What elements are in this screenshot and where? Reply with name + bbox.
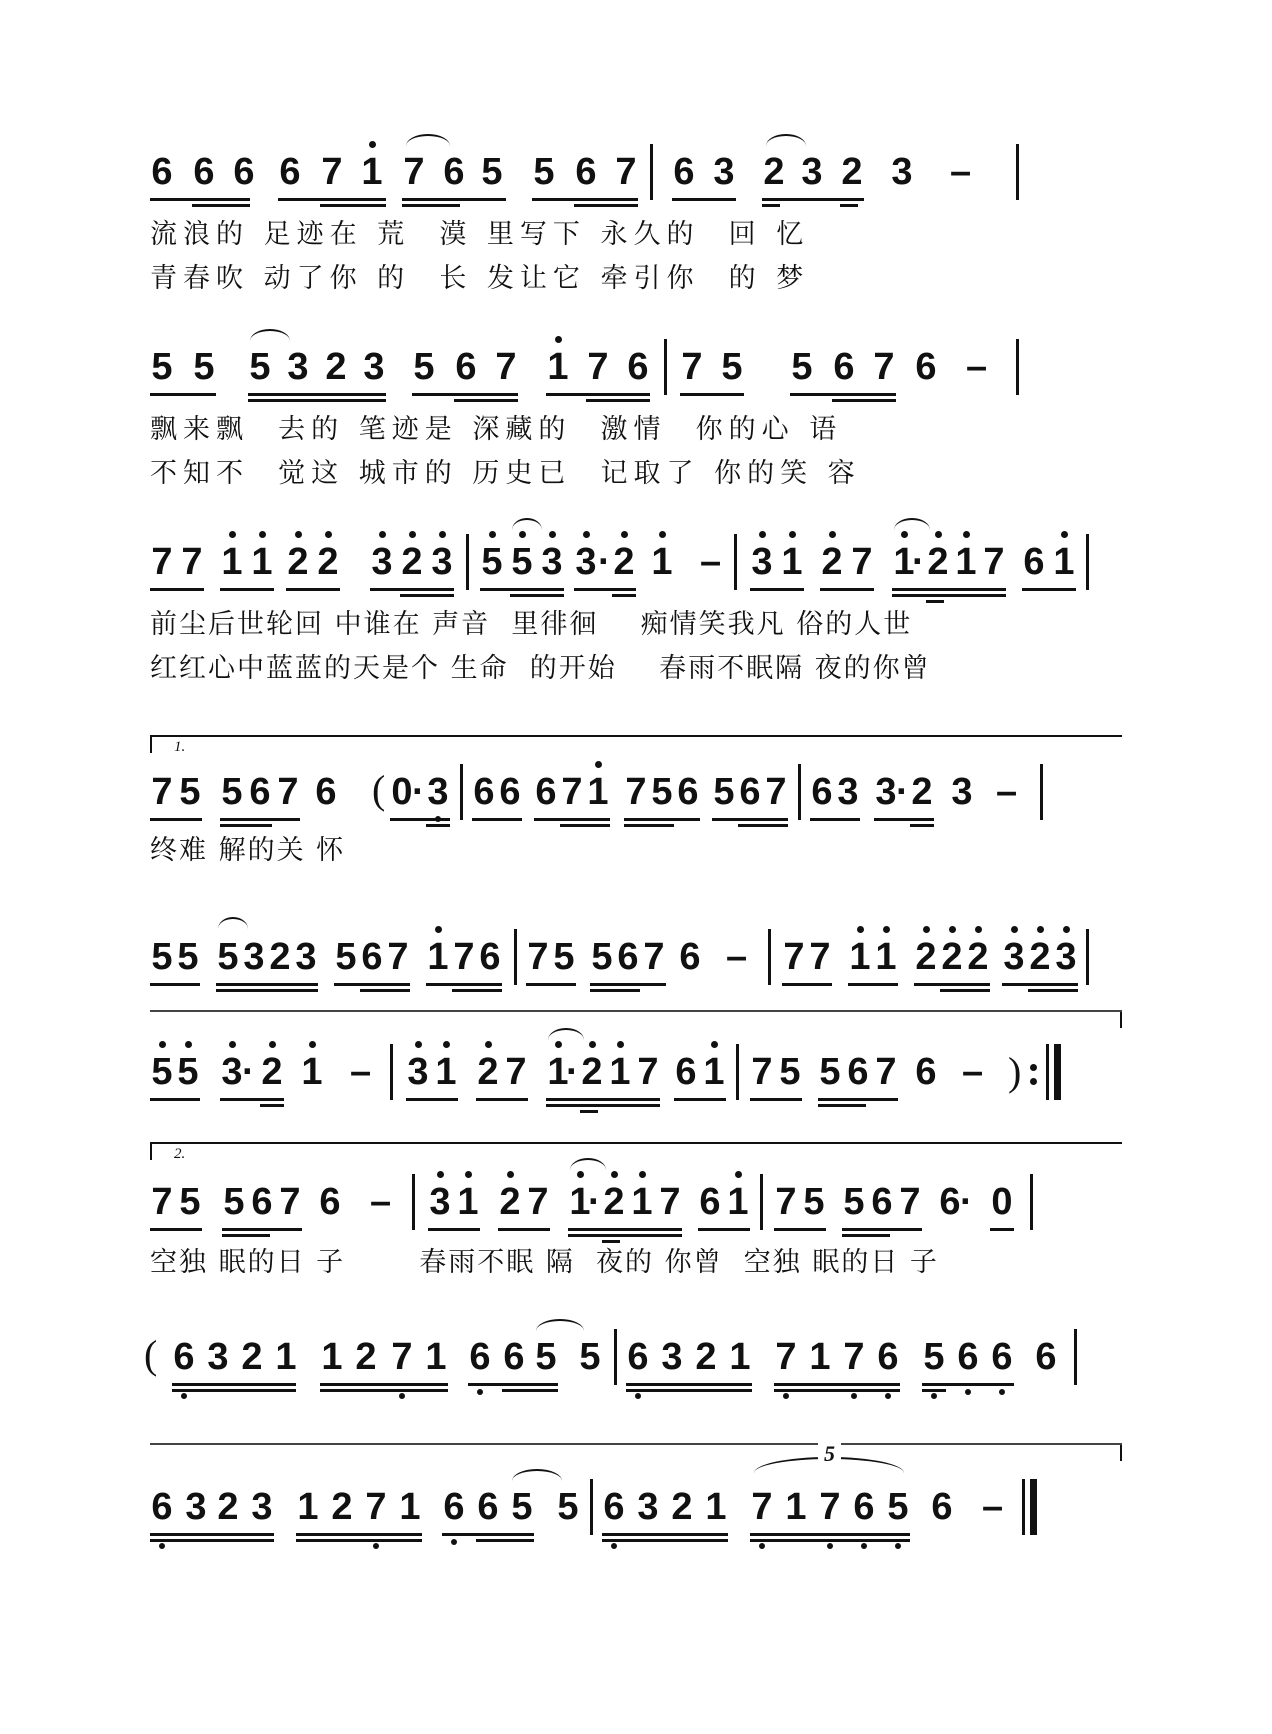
note: 2 [911,771,933,813]
note: 3 [574,540,598,584]
barline [460,764,463,820]
note: 7 [643,936,665,978]
note: 6 [479,936,501,978]
note: 5 [886,1485,910,1529]
note: 1 [546,345,570,389]
note: 7 [587,346,609,388]
note: 6 [251,1181,273,1223]
note: 7 [842,1335,866,1379]
note: 5 [579,1336,601,1378]
dash: – [700,541,722,583]
volta-label: 2. [174,1146,186,1162]
barline [1016,339,1019,395]
barline [798,764,801,820]
note: 6 [852,1485,876,1529]
note: 6 [939,1181,961,1223]
note: 3 [185,1486,207,1528]
note: 6 [279,151,301,193]
note: 3 [426,770,450,814]
note: 6 [915,1051,937,1093]
note: 3 [661,1336,683,1378]
note: 3 [220,1050,244,1094]
note: 7 [750,1485,774,1529]
note: 1 [399,1486,421,1528]
note: 2 [580,1050,604,1094]
note: 5 [151,936,173,978]
note: 2 [476,1050,500,1094]
note: 3 [251,1486,273,1528]
note: 3 [637,1486,659,1528]
note: 6 [602,1485,626,1529]
note: 1 [726,1180,750,1224]
note: 1 [425,1336,447,1378]
note: 5 [481,151,503,193]
note: 7 [279,1181,301,1223]
note: 3 [837,771,859,813]
note: 5 [151,346,173,388]
barline [1074,1329,1077,1385]
note: 1 [321,1336,343,1378]
note: 6 [315,771,337,813]
dash: – [370,1181,392,1223]
note: 6 [699,1181,721,1223]
barline [1086,534,1089,590]
note: 7 [625,771,647,813]
note: 6 [575,151,597,193]
system-5 [150,935,1120,1005]
note: 3 [750,540,774,584]
note: 6 [673,151,695,193]
note: 3 [951,771,973,813]
tuplet-label: 5 [818,1441,841,1467]
note: 1 [456,1180,480,1224]
barline [1022,1479,1025,1535]
note: 3 [430,540,454,584]
note: 6 [468,1335,492,1379]
note: 6 [739,771,761,813]
system-2 [150,345,1120,505]
barline [734,534,737,590]
note: 1 [702,1050,726,1094]
note: 5 [176,1050,200,1094]
note: 5 [843,1181,865,1223]
note: 2 [498,1180,522,1224]
note: 5 [819,1051,841,1093]
note: 6 [535,771,557,813]
note: 6 [455,346,477,388]
barline [614,1329,617,1385]
note: 1 [297,1486,319,1528]
note: 6 [319,1181,341,1223]
note: 2 [241,1336,263,1378]
note: 6 [233,151,255,193]
notes-row [144,1332,1120,1395]
note: 7 [899,1181,921,1223]
note: · [412,771,425,813]
notes-row [150,935,1120,995]
note: 1 [608,1050,632,1094]
note: 2 [940,935,964,979]
notes-row [150,345,1120,405]
note: 5 [713,771,735,813]
barline [1086,929,1089,985]
note: 1 [630,1180,654,1224]
note: 7 [387,936,409,978]
note: 6 [876,1335,900,1379]
repeat-end-barline [1054,1044,1061,1100]
lyrics-verse-1: 飘来飘 去的 笔迹是 深藏的 激情 你的心 语 [150,414,843,445]
dash: – [962,1051,984,1093]
note: 5 [510,540,534,584]
note: 5 [651,771,673,813]
note: 0 [391,771,413,813]
note: 6 [617,936,639,978]
note: 3 [428,1180,452,1224]
dash: – [966,346,988,388]
note: 2 [820,540,844,584]
note: 6 [847,1051,869,1093]
note: 5 [922,1335,946,1379]
note: 7 [495,346,517,388]
note: 7 [659,1181,681,1223]
note: 1 [650,540,674,584]
note: 7 [765,771,787,813]
note: 1 [546,1050,570,1094]
dash: – [726,936,748,978]
dash: – [996,771,1018,813]
system-6 [150,1050,1120,1120]
note: 6 [1023,541,1045,583]
note: 3 [243,936,265,978]
barline [1040,764,1043,820]
system-3 [150,540,1120,700]
lyrics-verse-1: 空独 眠的日 子 春雨不眠 隔 夜的 你曾 空独 眠的日 子 [150,1247,939,1278]
note: 3 [875,771,897,813]
notes-row [150,1050,1120,1110]
lyrics-verse-2: 青春吹 动了你 的 长 发让它 牵引你 的 梦 [150,263,810,294]
lyrics-verse-1: 前尘后世轮回 中谁在 声音 里徘徊 痴情笑我凡 俗的人世 [150,609,913,640]
note: · [588,1181,601,1223]
barline [466,534,469,590]
dash: – [950,151,972,193]
note: 2 [841,151,863,193]
notes-row [150,150,1120,210]
note: 6 [150,1485,174,1529]
note: 2 [316,540,340,584]
note: 5 [413,346,435,388]
dash: – [982,1486,1004,1528]
note: 7 [873,346,895,388]
system-8 [144,1332,1120,1425]
note: 2 [260,1050,284,1094]
note: 2 [325,346,347,388]
note: 7 [151,541,173,583]
note: 2 [217,1486,239,1528]
lyrics-verse-1: 终难 解的关 怀 [150,835,346,866]
note: 6 [443,151,465,193]
note: 1 [568,1180,592,1224]
note: 5 [179,1181,201,1223]
note: 1 [848,935,872,979]
barline [736,1044,739,1100]
note: 5 [511,1486,533,1528]
note: 3 [801,151,823,193]
note: 5 [193,346,215,388]
note: 5 [591,936,613,978]
note: 7 [390,1335,414,1379]
note: 6 [151,151,173,193]
note: 6 [626,1335,650,1379]
note: · [242,1051,255,1093]
barline [1016,144,1019,200]
note: 3 [1002,935,1026,979]
note: 7 [151,771,173,813]
note: 6 [442,1485,466,1529]
note: 6 [915,346,937,388]
note: 7 [151,1181,173,1223]
note: 5 [803,1181,825,1223]
note: 1 [300,1050,324,1094]
note: 6 [931,1486,953,1528]
note: 7 [774,1335,798,1379]
note: · [912,541,925,583]
barline [768,929,771,985]
note: 1 [1052,540,1076,584]
note: 2 [612,540,636,584]
note: 2 [331,1486,353,1528]
barline [1030,1174,1033,1230]
notes-row [150,1441,1120,1545]
note: 7 [277,771,299,813]
notes-row [150,767,1120,830]
note: 6 [990,1335,1014,1379]
system-4 [150,767,1120,880]
note: 1 [729,1336,751,1378]
barline [650,144,653,200]
note: 2 [602,1180,626,1224]
notes-row [150,1180,1120,1240]
barline [390,1044,393,1100]
note: 1 [275,1336,297,1378]
note: 6 [477,1486,499,1528]
note: 7 [809,936,831,978]
note: · [960,1181,973,1223]
note: 7 [681,346,703,388]
barline [590,1479,593,1535]
note: 0 [991,1181,1013,1223]
volta-first-ending [150,735,1122,755]
note: 5 [557,1486,579,1528]
lyrics-verse-2: 不知不 觉这 城市的 历史已 记取了 你的笑 容 [150,458,861,489]
note: 7 [561,771,583,813]
note: 7 [321,151,343,193]
note: 5 [223,1181,245,1223]
note: 1 [360,150,384,194]
note: 6 [833,346,855,388]
note: 7 [818,1485,842,1529]
note: 6 [677,771,699,813]
note: 5 [553,936,575,978]
note: 2 [400,540,424,584]
note: 5 [249,346,271,388]
note: 2 [695,1336,717,1378]
note: 1 [874,935,898,979]
note: 1 [954,540,978,584]
note: 2 [1028,935,1052,979]
barline [514,929,517,985]
note: 6 [811,771,833,813]
note: 6 [871,1181,893,1223]
note: · [598,541,611,583]
system-9 [150,1441,1120,1575]
note: 3 [713,151,735,193]
note: 2 [763,151,785,193]
note: 5 [217,936,239,978]
note: 6 [503,1336,525,1378]
note: 5 [335,936,357,978]
note: 1 [892,540,916,584]
note: 3 [406,1050,430,1094]
note: 5 [179,771,201,813]
note: 7 [783,936,805,978]
note: · [896,771,909,813]
dash: – [350,1051,372,1093]
note: 7 [775,1181,797,1223]
section-line [150,1443,1122,1445]
note: 6 [956,1335,980,1379]
note: 1 [705,1486,727,1528]
note: 7 [527,1181,549,1223]
note: 5 [480,540,504,584]
note: 6 [675,1051,697,1093]
note: 7 [875,1051,897,1093]
note: 1 [434,1050,458,1094]
note: · [566,1051,579,1093]
barline [412,1174,415,1230]
note: 2 [914,935,938,979]
note: 2 [286,540,310,584]
note: 5 [177,936,199,978]
note: 5 [150,1050,174,1094]
note: 2 [966,935,990,979]
note: 5 [533,151,555,193]
note: 1 [426,935,450,979]
note: 7 [403,151,425,193]
note: 6 [679,936,701,978]
note: 6 [249,771,271,813]
note: 5 [791,346,813,388]
note: 7 [181,541,203,583]
note: 6 [1035,1336,1057,1378]
final-barline [1030,1479,1037,1535]
note: 6 [499,771,521,813]
note: 1 [586,770,610,814]
note: 5 [721,346,743,388]
note: 7 [453,936,475,978]
note: 3 [207,1336,229,1378]
note: 1 [809,1336,831,1378]
barline [1046,1044,1049,1100]
notes-row [150,540,1120,600]
open-paren: ( [372,767,386,812]
note: 1 [780,540,804,584]
note: 1 [785,1486,807,1528]
note: 3 [370,540,394,584]
volta-second-ending [150,1142,1122,1162]
note: 5 [221,771,243,813]
note: 6 [627,346,649,388]
note: 5 [535,1336,557,1378]
note: 7 [505,1051,527,1093]
close-paren: ) [1008,1049,1022,1094]
note: 6 [172,1335,196,1379]
barline [664,339,667,395]
note: 2 [926,540,950,584]
note: 6 [473,771,495,813]
note: 3 [295,936,317,978]
system-1 [150,150,1120,310]
note: 7 [364,1485,388,1529]
volta-label: 1. [174,739,186,755]
note: 2 [269,936,291,978]
lyrics-verse-1: 流浪的 足迹在 荒 漠 里写下 永久的 回 忆 [150,219,810,250]
note: 6 [361,936,383,978]
note: 5 [779,1051,801,1093]
lyrics-verse-2: 红红心中蓝蓝的天是个 生命 的开始 春雨不眠隔 夜的你曾 [150,653,931,684]
note: 7 [751,1051,773,1093]
note: 1 [220,540,244,584]
note: 2 [671,1486,693,1528]
note: 7 [983,541,1005,583]
note: 7 [851,541,873,583]
note: 3 [363,346,385,388]
note: 6 [193,151,215,193]
note: 2 [355,1336,377,1378]
note: 3 [540,540,564,584]
section-line [150,1010,1122,1012]
note: 7 [637,1051,659,1093]
note: 3 [891,151,913,193]
note: 3 [1054,935,1078,979]
note: 3 [287,346,309,388]
note: 7 [615,151,637,193]
note: 1 [250,540,274,584]
barline [760,1174,763,1230]
open-paren: ( [144,1332,158,1377]
system-7 [150,1180,1120,1300]
note: 7 [527,936,549,978]
